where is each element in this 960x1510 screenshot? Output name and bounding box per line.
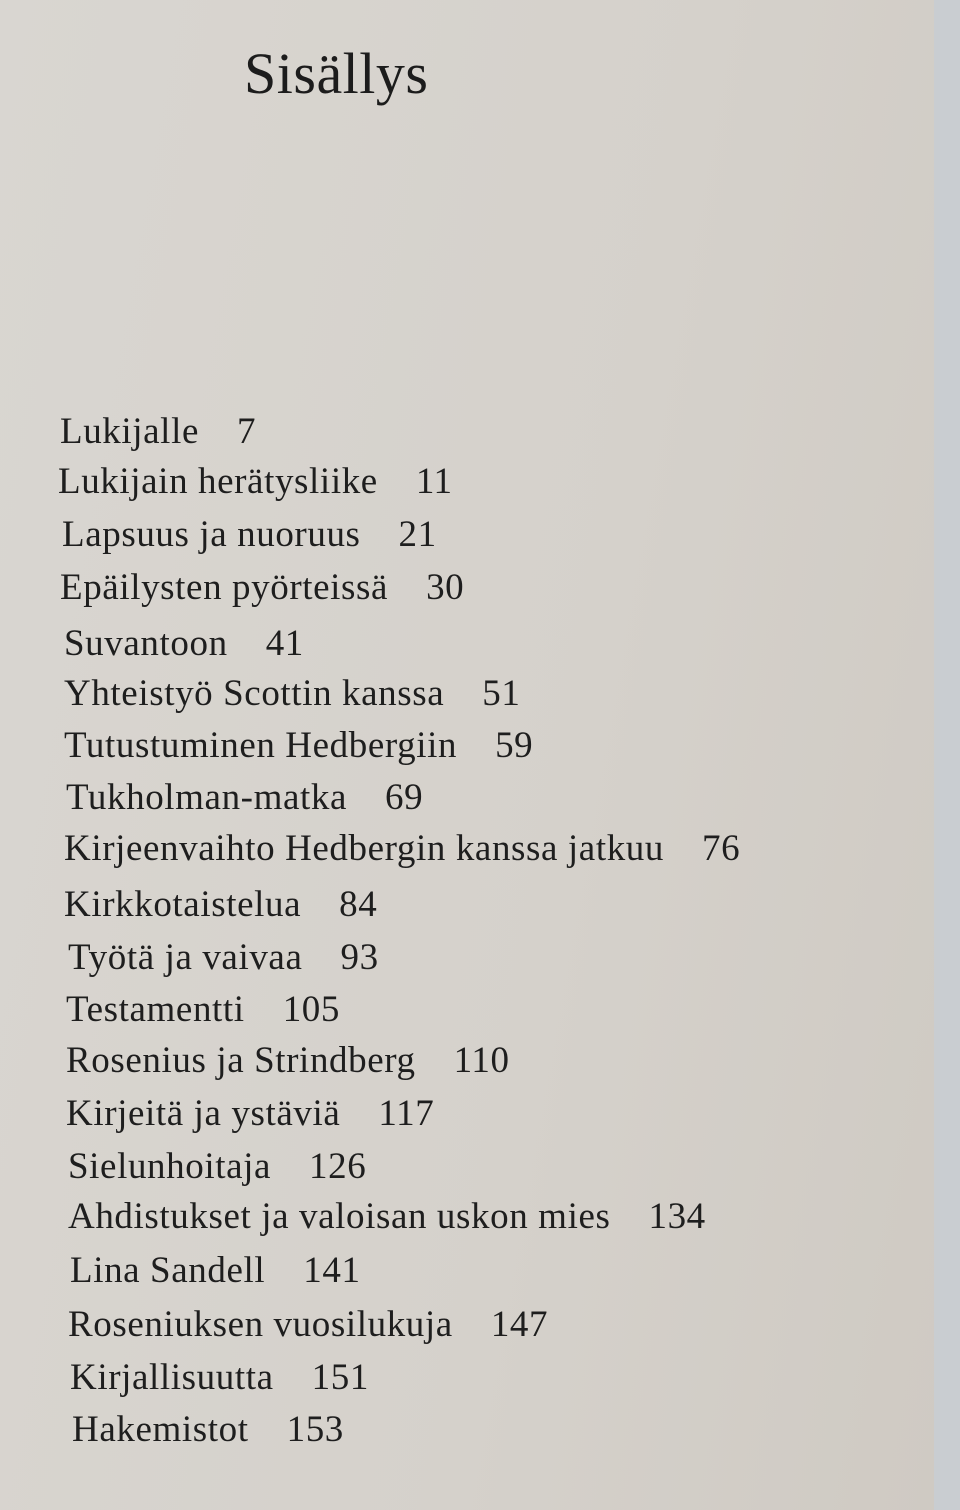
toc-entry-title: Yhteistyö Scottin kanssa [64, 673, 445, 714]
toc-entry-page: 21 [398, 514, 437, 555]
toc-entry [58, 460, 453, 503]
toc-entry-page: 134 [648, 1196, 706, 1237]
toc-entry [70, 1249, 361, 1292]
toc-entry-title: Lina Sandell [70, 1250, 266, 1291]
toc-entry-page: 11 [415, 461, 453, 502]
toc-entry [64, 883, 377, 926]
toc-entry-page: 151 [311, 1357, 369, 1398]
toc-entry [64, 622, 304, 665]
toc-entry-title: Testamentti [66, 989, 245, 1030]
toc-entry [66, 1092, 434, 1135]
toc-entry [68, 1145, 366, 1188]
toc-entry [66, 988, 340, 1031]
toc-entry-title: Tukholman-matka [66, 777, 348, 818]
toc-entry-page: 153 [286, 1409, 344, 1450]
toc-entry [66, 1039, 510, 1082]
toc-entry-page: 126 [309, 1146, 367, 1187]
toc-entry-title: Kirjallisuutta [70, 1357, 274, 1398]
toc-entry-title: Kirkkotaistelua [64, 884, 302, 925]
toc-entry-title: Epäilysten pyörteissä [60, 567, 389, 608]
toc-entry-title: Sielunhoitaja [68, 1146, 272, 1187]
toc-entry-page: 141 [303, 1250, 361, 1291]
toc-entry-page: 51 [482, 673, 521, 714]
toc-entry [72, 1408, 344, 1451]
toc-entry-title: Hakemistot [72, 1409, 249, 1450]
toc-entry-page: 76 [702, 828, 741, 869]
toc-entry-page: 105 [282, 989, 340, 1030]
toc-entry [66, 776, 423, 819]
toc-entry-title: Roseniuksen vuosilukuja [68, 1304, 453, 1345]
toc-entry-title: Lukijalle [60, 411, 199, 452]
toc-entry-page: 117 [378, 1093, 435, 1134]
toc-entry-page: 7 [236, 411, 257, 452]
toc-entry-page: 93 [340, 937, 379, 978]
page-title: Sisällys [244, 41, 429, 106]
toc-entry [64, 827, 740, 870]
toc-entry [64, 724, 533, 767]
toc-entry-page: 30 [426, 567, 465, 608]
toc-entry [68, 936, 379, 979]
toc-entry-title: Tutustuminen Hedbergiin [64, 725, 458, 766]
toc-entry-page: 147 [490, 1304, 549, 1345]
toc-entry [64, 672, 520, 715]
toc-entry-title: Kirjeenvaihto Hedbergin kanssa jatkuu [64, 828, 664, 869]
toc-entry-page: 69 [385, 777, 424, 818]
toc-entry-title: Lapsuus ja nuoruus [62, 514, 361, 555]
toc-entry [68, 1303, 548, 1346]
toc-entry [70, 1356, 369, 1399]
toc-entry-title: Ahdistukset ja valoisan uskon mies [68, 1196, 611, 1237]
toc-entry-page: 84 [339, 884, 378, 925]
toc-entry [62, 513, 437, 556]
toc-entry [60, 410, 256, 453]
toc-entry-title: Lukijain herätysliike [58, 461, 378, 502]
toc-entry-title: Työtä ja vaivaa [68, 937, 303, 978]
toc-entry-title: Kirjeitä ja ystäviä [66, 1093, 341, 1134]
toc-entry-title: Suvantoon [64, 623, 228, 664]
toc-entry [60, 566, 464, 609]
toc-entry-page: 110 [453, 1040, 510, 1081]
toc-entry-page: 41 [265, 623, 304, 664]
toc-entry-page: 59 [495, 725, 534, 766]
toc-entry-title: Rosenius ja Strindberg [66, 1040, 416, 1081]
toc-entry [68, 1195, 706, 1238]
